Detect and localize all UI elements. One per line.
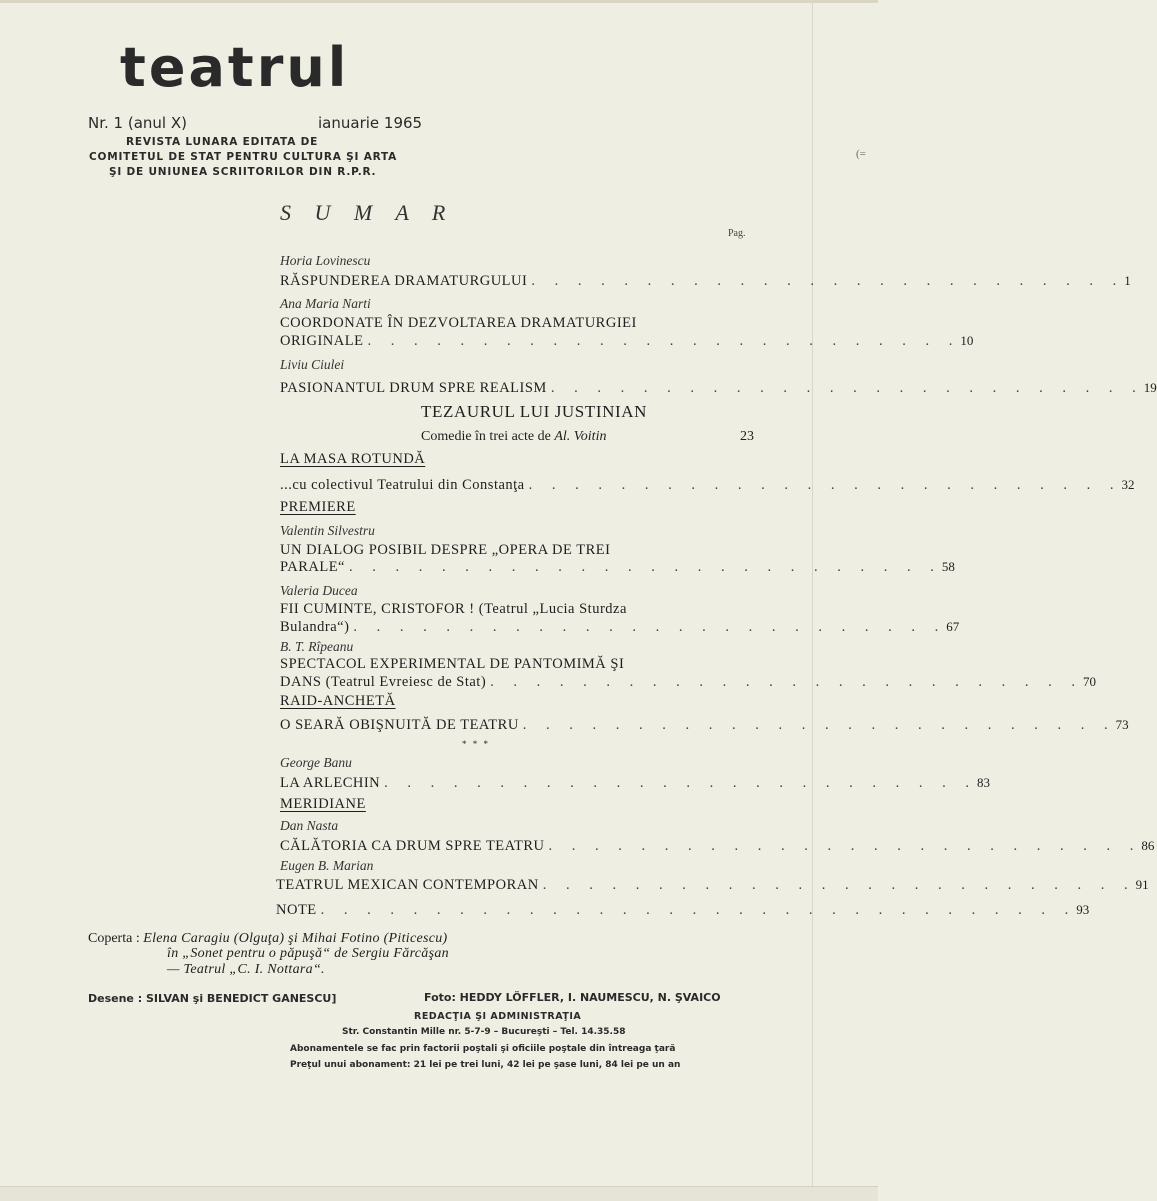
page-top-edge bbox=[0, 0, 878, 3]
entry-author: B. T. Rîpeanu bbox=[280, 639, 354, 654]
entry-title: NOTE bbox=[276, 902, 317, 918]
contents-heading: S U M A R bbox=[280, 200, 455, 225]
dot-leader: . . . . . . . . . . . . . . . . . . . . . . . . . . bbox=[367, 333, 961, 349]
dot-leader: . . . . . . . . . . . . . . . . . . . . . . . . . . bbox=[490, 674, 1084, 690]
photo-credit: Foto: HEDDY LÖFFLER, I. NAUMESCU, N. ŞVAICO bbox=[424, 991, 721, 1004]
entry-title: TEATRUL MEXICAN CONTEMPORAN bbox=[276, 877, 539, 893]
entry-page: 1 bbox=[1124, 273, 1131, 288]
entry-title: PASIONANTUL DRUM SPRE REALISM bbox=[280, 380, 547, 396]
toc-entry[interactable] bbox=[280, 837, 1155, 855]
entry-page: 32 bbox=[1121, 477, 1135, 492]
entry-title: O SEARĂ OBIŞNUITĂ DE TEATRU bbox=[280, 717, 519, 733]
entry-author: Eugen B. Marian bbox=[280, 858, 374, 873]
play-subtitle: Comedie în trei acte de bbox=[421, 429, 551, 444]
cover-line-2 bbox=[167, 945, 449, 962]
entry-page: 86 bbox=[1141, 838, 1155, 853]
subscription-price: Preţul unui abonament: 21 lei pe trei luni, 42 lei pe şase luni, 84 lei pe un an bbox=[290, 1060, 681, 1070]
publisher-line-3: ŞI DE UNIUNEA SCRIITORILOR DIN R.P.R. bbox=[109, 166, 377, 178]
toc-entry[interactable] bbox=[280, 673, 1097, 691]
entry-author: Dan Nasta bbox=[280, 818, 339, 833]
entry-title: RĂSPUNDEREA DRAMATURGULUI bbox=[280, 273, 528, 289]
cover-line-3-text: — Teatrul „C. I. Nottara“. bbox=[167, 962, 325, 977]
page-bottom-edge bbox=[0, 1186, 878, 1201]
separator-stars: * * * bbox=[462, 739, 490, 749]
toc-entry[interactable] bbox=[280, 774, 991, 792]
entry-title-continued: ORIGINALE bbox=[280, 333, 364, 349]
play-author: Al. Voitin bbox=[554, 429, 607, 444]
entry-author: George Banu bbox=[280, 755, 352, 770]
publisher-line-1: REVISTA LUNARA EDITATA DE bbox=[126, 136, 319, 148]
entry-author: Horia Lovinescu bbox=[280, 253, 371, 268]
dot-leader: . . . . . . . . . . . . . . . . . . . . . . . . . . bbox=[353, 619, 947, 635]
dot-leader: . . . . . . . . . . . . . . . . . . . . . . . . . . . . . . . . . bbox=[320, 902, 1077, 918]
issue-number: Nr. 1 (anul X) bbox=[88, 114, 187, 132]
cover-line-3 bbox=[167, 961, 325, 978]
publisher-line-2: COMITETUL DE STAT PENTRU CULTURA ŞI ARTA bbox=[89, 151, 398, 163]
toc-entry[interactable] bbox=[280, 618, 960, 636]
cover-label: Coperta : bbox=[88, 931, 140, 946]
entry-author: Valeria Ducea bbox=[280, 583, 358, 598]
issue-date: ianuarie 1965 bbox=[318, 114, 423, 132]
toc-entry[interactable] bbox=[280, 558, 955, 576]
section-heading: MERIDIANE bbox=[280, 796, 366, 812]
entry-page: 91 bbox=[1135, 877, 1149, 892]
dot-leader: . . . . . . . . . . . . . . . . . . . . . . . . . . bbox=[548, 838, 1142, 854]
entry-title-continued: PARALE“ bbox=[280, 559, 345, 575]
page-fold-line bbox=[812, 0, 813, 1200]
entry-author: Ana Maria Narti bbox=[280, 296, 371, 311]
entry-title: LA ARLECHIN bbox=[280, 775, 381, 791]
entry-page: 23 bbox=[740, 429, 754, 444]
dot-leader: . . . . . . . . . . . . . . . . . . . . . . . . . . bbox=[349, 559, 942, 575]
entry-title[interactable]: FII CUMINTE, CRISTOFOR ! (Teatrul „Lucia Sturdza bbox=[280, 601, 627, 617]
cover-line-1: Elena Caragiu (Olguţa) şi Mihai Fotino (Piticescu) bbox=[143, 931, 448, 946]
toc-entry[interactable] bbox=[421, 428, 754, 445]
featured-play-title[interactable]: TEZAURUL LUI JUSTINIAN bbox=[421, 402, 647, 421]
entry-title[interactable]: COORDONATE ÎN DEZVOLTAREA DRAMATURGIEI bbox=[280, 315, 637, 331]
entry-page: 83 bbox=[977, 775, 991, 790]
drawings-credit: Desene : SILVAN şi BENEDICT GANESCU] bbox=[88, 992, 337, 1005]
dot-leader: . . . . . . . . . . . . . . . . . . . . . . . . . . bbox=[531, 273, 1125, 289]
entry-page: 70 bbox=[1083, 674, 1097, 689]
entry-title-continued: Bulandra“) bbox=[280, 619, 350, 635]
page-column-header: Pag. bbox=[728, 228, 746, 239]
cover-line-2-text: în „Sonet pentru o păpuşă“ de Sergiu Fărcăşan bbox=[167, 946, 449, 961]
entry-title[interactable]: UN DIALOG POSIBIL DESPRE „OPERA DE TREI bbox=[280, 542, 611, 558]
margin-mark: (= bbox=[856, 148, 866, 160]
entry-title[interactable]: SPECTACOL EXPERIMENTAL DE PANTOMIMĂ ŞI bbox=[280, 656, 625, 672]
dot-leader: . . . . . . . . . . . . . . . . . . . . . . . . . . bbox=[550, 380, 1144, 396]
subscription-note: Abonamentele se fac prin factorii poştali şi oficiile poştale din întreaga ţară bbox=[290, 1044, 676, 1054]
entry-page: 67 bbox=[946, 619, 960, 634]
toc-entry[interactable] bbox=[280, 476, 1135, 494]
dot-leader: . . . . . . . . . . . . . . . . . . . . . . . . . . bbox=[522, 717, 1116, 733]
dot-leader: . . . . . . . . . . . . . . . . . . . . . . . . . . bbox=[528, 477, 1122, 493]
entry-title: CĂLĂTORIA CA DRUM SPRE TEATRU bbox=[280, 838, 545, 854]
entry-page: 93 bbox=[1076, 902, 1090, 917]
section-heading: RAID-ANCHETĂ bbox=[280, 693, 396, 709]
entry-title: ...cu colectivul Teatrului din Constanţa bbox=[280, 477, 525, 493]
entry-author: Valentin Silvestru bbox=[280, 523, 375, 538]
entry-page: 10 bbox=[960, 333, 974, 348]
section-heading: PREMIERE bbox=[280, 499, 356, 515]
toc-entry[interactable] bbox=[276, 901, 1090, 919]
toc-entry[interactable] bbox=[276, 876, 1149, 894]
toc-entry[interactable] bbox=[280, 332, 974, 350]
entry-title-continued: DANS (Teatrul Evreiesc de Stat) bbox=[280, 674, 487, 690]
editorial-office: REDACŢIA ŞI ADMINISTRAŢIA bbox=[414, 1011, 582, 1022]
dot-leader: . . . . . . . . . . . . . . . . . . . . . . . . . . bbox=[384, 775, 978, 791]
entry-page: 73 bbox=[1115, 717, 1129, 732]
section-heading: LA MASA ROTUNDĂ bbox=[280, 451, 426, 467]
office-address: Str. Constantin Mille nr. 5-7-9 – Bucureşti – Tel. 14.35.58 bbox=[342, 1027, 626, 1037]
toc-entry[interactable] bbox=[280, 716, 1129, 734]
toc-entry[interactable] bbox=[280, 379, 1157, 397]
toc-entry[interactable] bbox=[280, 272, 1131, 290]
entry-page: 58 bbox=[941, 559, 955, 574]
entry-author: Liviu Ciulei bbox=[280, 357, 345, 372]
dot-leader: . . . . . . . . . . . . . . . . . . . . . . . . . . bbox=[542, 877, 1136, 893]
entry-page: 19 bbox=[1143, 380, 1157, 395]
magazine-logo: teatrul bbox=[120, 36, 350, 99]
